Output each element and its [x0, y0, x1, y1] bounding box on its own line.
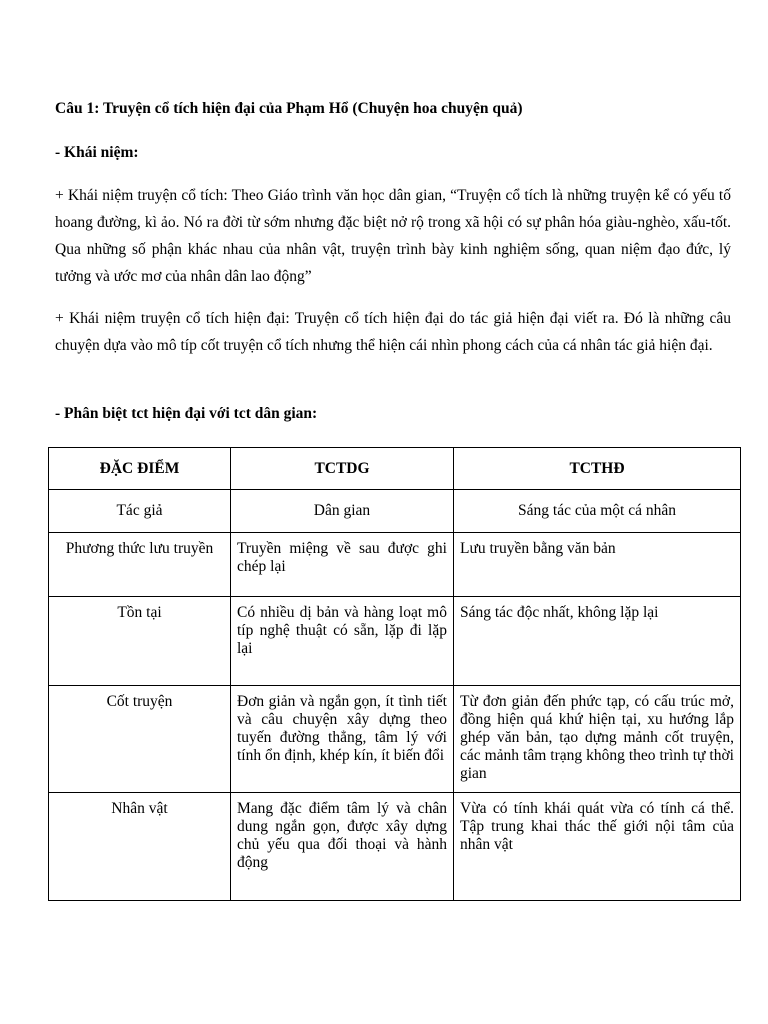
table-row — [49, 533, 741, 597]
concept-heading: - Khái niệm: — [55, 144, 139, 161]
header-tcthd: TCTHĐ — [454, 448, 741, 490]
row-tctdg: Dân gian — [231, 490, 454, 533]
row-tcthd: Vừa có tính khái quát vừa có tính cá thể. Tập trung khai thác thế giới nội tâm của nhân vật — [460, 800, 734, 853]
table-row — [49, 686, 741, 793]
header-feature: ĐẶC ĐIỂM — [49, 448, 231, 490]
table-row — [49, 793, 741, 901]
question-title: Câu 1: Truyện cổ tích hiện đại của Phạm Hổ (Chuyện hoa chuyện quả) — [55, 100, 523, 117]
compare-heading: - Phân biệt tct hiện đại với tct dân gian: — [55, 405, 318, 422]
row-feature: Tác giả — [49, 490, 231, 533]
concept-paragraph-2: + Khái niệm truyện cổ tích hiện đại: Truyện cổ tích hiện đại do tác giả hiện đại viết ra. Đó là những câu chuyện dựa vào mô típ cốt truyện cổ tích nhưng thể hiện cái nhìn phong cách của cá nhân tác giả hiện đại. — [55, 310, 731, 354]
concept-paragraph-1: + Khái niệm truyện cổ tích: Theo Giáo trình văn học dân gian, “Truyện cổ tích là những truyện kể có yếu tố hoang đường, kì ảo. Nó ra đời từ sớm nhưng đặc biệt nở rộ trong xã hội có sự phân hóa giàu-nghèo, xấu-tốt. Qua những số phận khác nhau của nhân vật, truyện trình bày kinh nghiệm sống, quan niệm đạo đức, lý tưởng và ước mơ của nhân dân lao động” — [55, 187, 731, 285]
row-tctdg: Truyền miệng về sau được ghi chép lại — [237, 540, 447, 575]
table-header-row — [49, 448, 741, 490]
row-tctdg: Có nhiều dị bản và hàng loạt mô típ nghệ thuật có sẵn, lặp đi lặp lại — [237, 604, 447, 657]
row-feature: Nhân vật — [111, 800, 168, 817]
table-row — [49, 597, 741, 686]
row-feature: Phương thức lưu truyền — [65, 540, 214, 557]
row-tctdg: Mang đặc điểm tâm lý và chân dung ngắn gọn, được xây dựng chủ yếu qua đối thoại và hành động — [237, 800, 447, 871]
header-tctdg: TCTDG — [231, 448, 454, 490]
comparison-table — [48, 447, 741, 901]
row-tcthd: Lưu truyền bằng văn bản — [460, 540, 616, 557]
table-row — [49, 490, 741, 533]
row-tcthd: Từ đơn giản đến phức tạp, có cấu trúc mở, đồng hiện quá khứ hiện tại, xu hướng lắp ghép văn bản, tạo dựng mảnh cốt truyện, các mảnh tâm trạng không theo trình tự thời gian — [460, 693, 734, 782]
row-feature: Tồn tại — [117, 604, 162, 621]
row-tctdg: Đơn giản và ngắn gọn, ít tình tiết và câu chuyện xây dựng theo tuyến đường thẳng, tâm lý với tính ổn định, khép kín, ít biến đổi — [237, 693, 447, 764]
row-tcthd: Sáng tác của một cá nhân — [454, 490, 741, 533]
row-feature: Cốt truyện — [106, 693, 173, 710]
row-tcthd: Sáng tác độc nhất, không lặp lại — [460, 604, 659, 621]
